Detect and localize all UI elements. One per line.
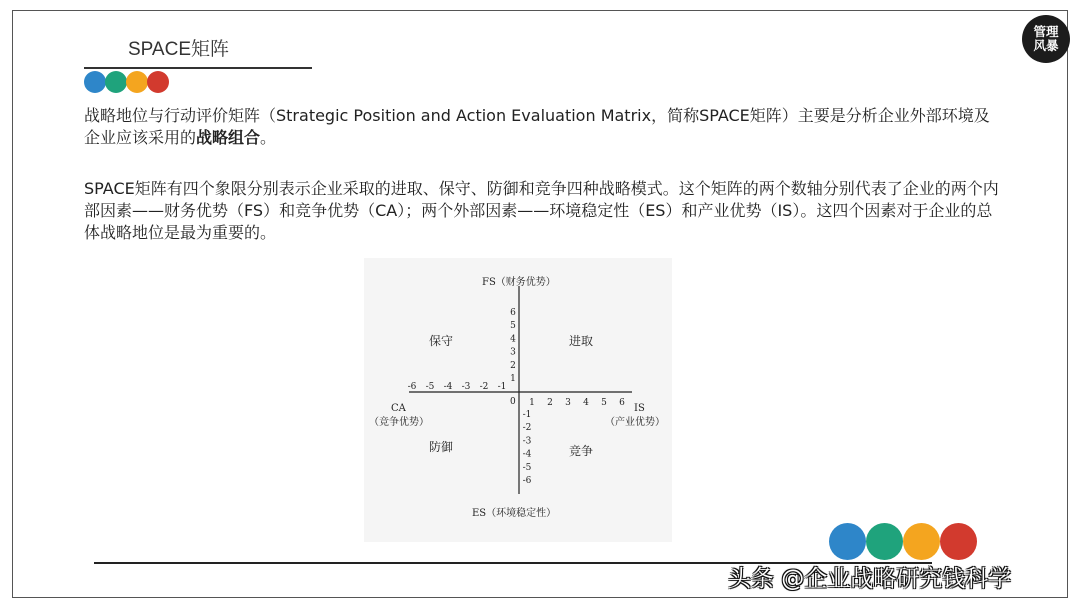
y-tick-label: 2 bbox=[510, 360, 516, 371]
x-tick-label: -4 bbox=[443, 382, 453, 392]
intro-bold-term: 战略组合 bbox=[196, 128, 261, 147]
brand-logo bbox=[1022, 15, 1070, 63]
quadrant-defensive: 防御 bbox=[429, 440, 454, 454]
title-underline bbox=[84, 67, 312, 69]
intro-paragraph bbox=[84, 105, 1004, 149]
logo-line-1: 管理 bbox=[1033, 24, 1059, 39]
orange-dot-large bbox=[903, 523, 940, 560]
y-tick-label: -6 bbox=[522, 476, 532, 486]
blue-dot-large bbox=[829, 523, 866, 560]
y-tick-label: 3 bbox=[510, 347, 516, 358]
ca-axis-sublabel: （竞争优势） bbox=[369, 417, 429, 428]
orange-dot bbox=[126, 71, 148, 93]
y-tick-label: 6 bbox=[510, 308, 516, 318]
origin-label: 0 bbox=[510, 397, 516, 407]
x-negative-ticks bbox=[408, 382, 507, 392]
is-axis-label: IS bbox=[634, 403, 645, 414]
green-dot-large bbox=[866, 523, 903, 560]
quadrant-competitive: 竞争 bbox=[569, 444, 594, 458]
intro-end: 。 bbox=[260, 128, 277, 147]
fs-axis-label: FS（财务优势） bbox=[482, 277, 556, 288]
x-tick-label: 5 bbox=[601, 398, 607, 408]
quadrant-aggressive: 进取 bbox=[569, 334, 594, 348]
space-matrix-svg bbox=[364, 258, 672, 542]
x-tick-label: 1 bbox=[529, 398, 535, 408]
blue-dot bbox=[84, 71, 106, 93]
ca-axis-label: CA bbox=[391, 403, 406, 414]
watermark: 头条 @企业战略研究钱科学 bbox=[728, 566, 1012, 592]
red-dot-large bbox=[940, 523, 977, 560]
quadrant-conservative: 保守 bbox=[429, 334, 454, 348]
x-tick-label: -6 bbox=[407, 382, 417, 392]
x-tick-label: 6 bbox=[619, 398, 625, 408]
y-tick-label: -5 bbox=[522, 462, 532, 473]
x-tick-label: -3 bbox=[461, 382, 471, 392]
slide-title: SPACE矩阵 bbox=[128, 39, 230, 60]
x-positive-ticks bbox=[529, 398, 625, 408]
y-tick-label: -2 bbox=[522, 423, 532, 434]
x-tick-label: -5 bbox=[425, 382, 435, 392]
x-tick-label: 4 bbox=[583, 398, 589, 408]
y-tick-label: -3 bbox=[522, 436, 532, 447]
y-positive-ticks bbox=[510, 308, 516, 384]
x-tick-label: -2 bbox=[479, 382, 489, 392]
x-tick-label: -1 bbox=[497, 382, 507, 392]
es-axis-label: ES（环境稳定性） bbox=[472, 508, 557, 519]
green-dot bbox=[105, 71, 127, 93]
y-tick-label: 4 bbox=[510, 334, 516, 345]
y-tick-label: 1 bbox=[510, 374, 516, 384]
red-dot bbox=[147, 71, 169, 93]
logo-line-2: 风暴 bbox=[1033, 38, 1059, 53]
x-tick-label: 2 bbox=[547, 398, 553, 408]
y-tick-label: 5 bbox=[510, 321, 516, 332]
x-tick-label: 3 bbox=[565, 398, 571, 408]
is-axis-sublabel: （产业优势） bbox=[605, 417, 665, 428]
description-paragraph: SPACE矩阵有四个象限分别表示企业采取的进取、保守、防御和竞争四种战略模式。这个矩阵的两个数轴分别代表了企业的两个内部因素——财务优势（FS）和竞争优势（CA）；两个外部因素——环境稳定性（ES）和产业优势（IS）。这四个因素对于企业的总体战略地位是最为重要的。 bbox=[84, 179, 999, 242]
intro-text: 战略地位与行动评价矩阵（Strategic Position and Action Evaluation Matrix，简称SPACE矩阵）主要是分析企业外部环境及企业应该采用的 bbox=[84, 106, 990, 147]
y-negative-ticks bbox=[523, 410, 532, 486]
space-matrix-diagram bbox=[364, 258, 672, 542]
y-tick-label: -4 bbox=[522, 449, 532, 460]
y-tick-label: -1 bbox=[522, 410, 532, 420]
